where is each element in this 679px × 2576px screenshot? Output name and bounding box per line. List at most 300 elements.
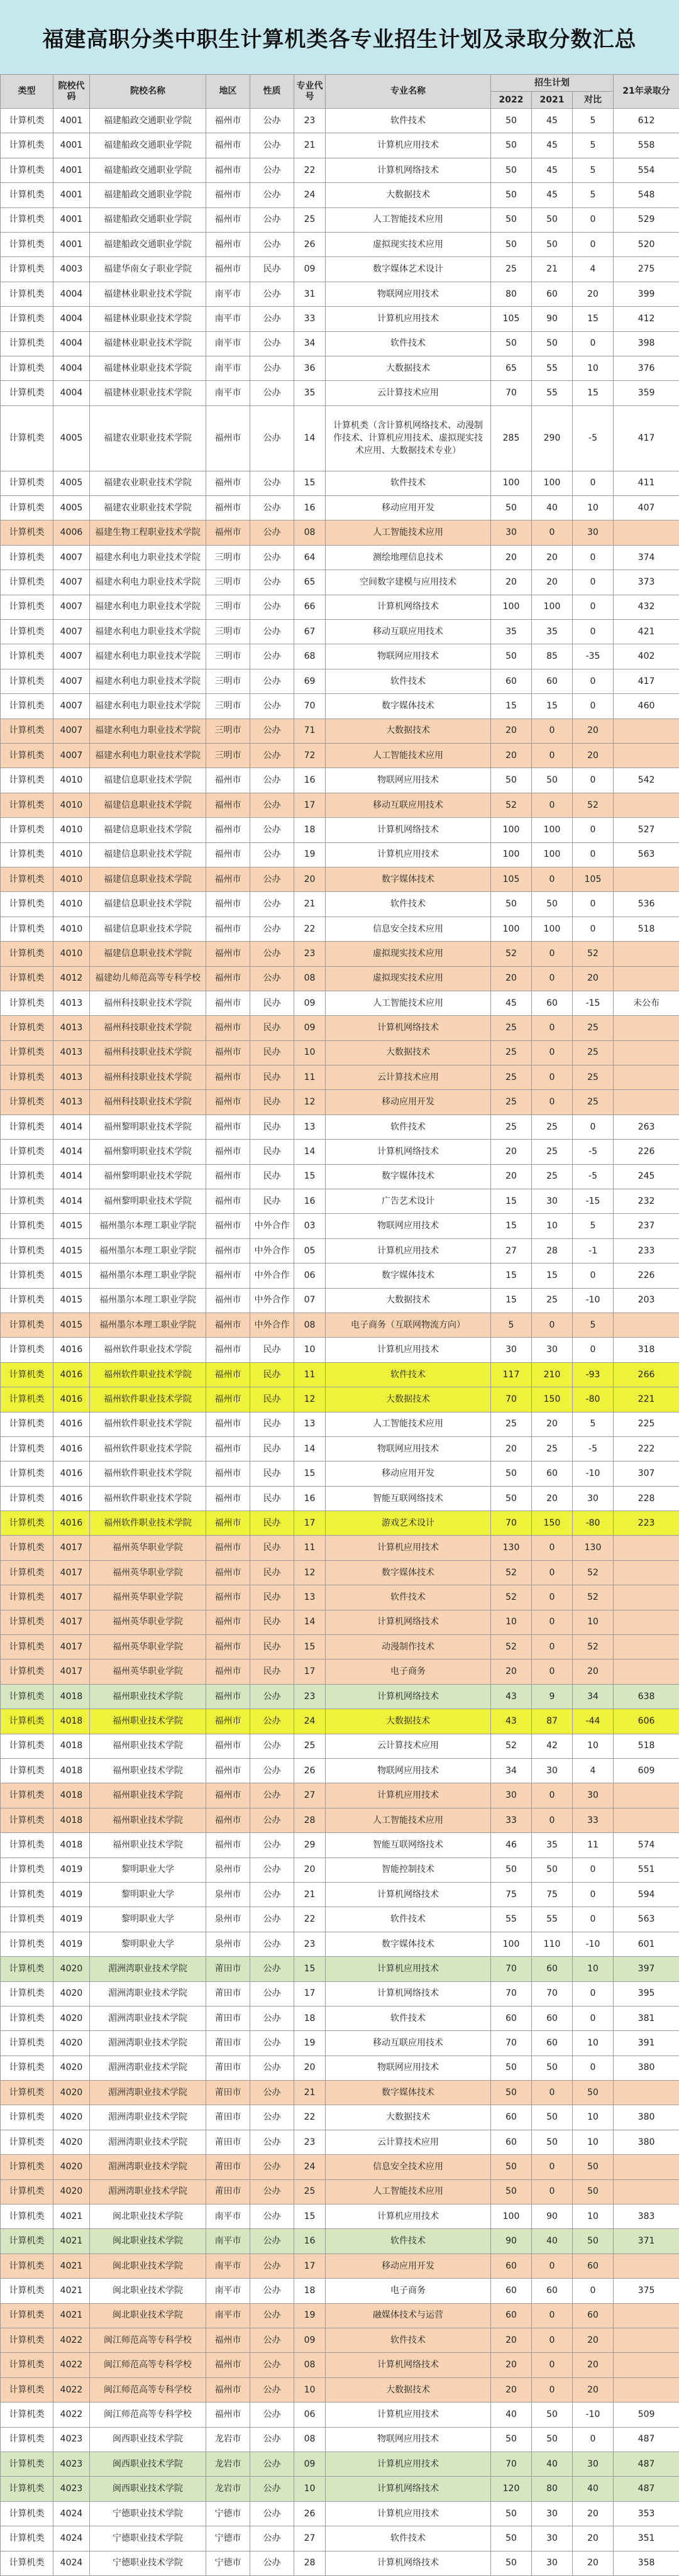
plan-2022-cell: 100 [491, 916, 532, 941]
score-cell: 421 [614, 620, 679, 644]
region-cell: 龙岩市 [206, 2477, 250, 2501]
plan-2022-cell: 15 [491, 1189, 532, 1214]
region-cell: 福州市 [206, 1610, 250, 1634]
nature-cell: 公办 [250, 1833, 294, 1858]
code-cell: 4020 [53, 1981, 90, 2006]
major-cell: 物联网应用技术 [326, 282, 491, 306]
score-cell: 412 [614, 307, 679, 331]
major-cell: 物联网应用技术 [326, 644, 491, 669]
plan-2022-cell: 100 [491, 842, 532, 867]
table-row [1, 942, 679, 966]
table-row [1, 307, 679, 331]
plan-2021-cell: 60 [532, 669, 573, 693]
plan-2021-cell: 0 [532, 2179, 573, 2204]
school-cell: 湄洲湾职业技术学院 [90, 2105, 206, 2130]
score-cell [614, 1313, 679, 1337]
major-code-cell: 09 [294, 257, 326, 282]
code-cell: 4019 [53, 1932, 90, 1956]
major-cell: 数字媒体技术 [326, 694, 491, 718]
region-cell: 福州市 [206, 1560, 250, 1585]
plan-2022-cell: 25 [491, 1040, 532, 1065]
region-cell: 福州市 [206, 1759, 250, 1783]
type-cell: 计算机类 [1, 793, 53, 817]
major-code-cell: 14 [294, 1436, 326, 1461]
school-cell: 闽江师范高等专科学校 [90, 2353, 206, 2377]
type-cell: 计算机类 [1, 1313, 53, 1337]
plan-2021-cell: 50 [532, 2130, 573, 2154]
plan-2022-cell: 50 [491, 768, 532, 793]
type-cell: 计算机类 [1, 356, 53, 380]
major-cell: 虚拟现实技术应用 [326, 232, 491, 256]
plan-2021-cell: 80 [532, 2477, 573, 2501]
plan-2021-cell: 0 [532, 1635, 573, 1660]
major-code-cell: 10 [294, 1040, 326, 1065]
score-cell: 529 [614, 207, 679, 232]
code-cell: 4016 [53, 1486, 90, 1511]
table-row [1, 743, 679, 768]
region-cell: 南平市 [206, 2254, 250, 2278]
nature-cell: 民办 [250, 1065, 294, 1090]
school-cell: 福建水利电力职业技术学院 [90, 570, 206, 595]
major-cell: 软件技术 [326, 109, 491, 133]
plan-2021-cell: 30 [532, 1189, 573, 1214]
header-diff: 对比 [573, 92, 614, 109]
major-cell: 计算机应用技术 [326, 2204, 491, 2229]
region-cell: 福州市 [206, 892, 250, 916]
table-row [1, 1734, 679, 1758]
nature-cell: 公办 [250, 2056, 294, 2080]
region-cell: 三明市 [206, 644, 250, 669]
plan-2022-cell: 52 [491, 942, 532, 966]
school-cell: 福建水利电力职业技术学院 [90, 743, 206, 768]
major-code-cell: 15 [294, 2204, 326, 2229]
score-cell [614, 1585, 679, 1610]
score-cell: 353 [614, 2501, 679, 2526]
plan-2022-cell: 15 [491, 1288, 532, 1313]
major-code-cell: 24 [294, 183, 326, 207]
plan-2021-cell: 20 [532, 1412, 573, 1436]
diff-cell: 30 [573, 2452, 614, 2476]
diff-cell: 0 [573, 916, 614, 941]
major-cell: 软件技术 [326, 1585, 491, 1610]
code-cell: 4010 [53, 818, 90, 842]
nature-cell: 公办 [250, 768, 294, 793]
plan-2021-cell: 50 [532, 768, 573, 793]
region-cell: 福州市 [206, 1461, 250, 1486]
code-cell: 4001 [53, 133, 90, 158]
region-cell: 福州市 [206, 1263, 250, 1288]
table-row [1, 1684, 679, 1709]
plan-2022-cell: 20 [491, 2377, 532, 2402]
region-cell: 福州市 [206, 1016, 250, 1040]
score-cell: 226 [614, 1140, 679, 1164]
score-cell [614, 1065, 679, 1090]
plan-2022-cell: 52 [491, 1560, 532, 1585]
score-cell: 432 [614, 595, 679, 619]
diff-cell: 0 [573, 232, 614, 256]
table-row [1, 669, 679, 693]
major-cell: 融媒体技术与运营 [326, 2303, 491, 2328]
score-cell: 574 [614, 1833, 679, 1858]
table-row [1, 1709, 679, 1734]
plan-2021-cell: 90 [532, 2204, 573, 2229]
score-cell: 391 [614, 2031, 679, 2056]
code-cell: 4018 [53, 1783, 90, 1808]
plan-2021-cell: 55 [532, 1907, 573, 1932]
school-cell: 福州职业技术学院 [90, 1709, 206, 1734]
school-cell: 福州软件职业技术学院 [90, 1486, 206, 1511]
score-cell: 594 [614, 1882, 679, 1907]
plan-2021-cell: 20 [532, 570, 573, 595]
code-cell: 4004 [53, 282, 90, 306]
plan-2022-cell: 52 [491, 1585, 532, 1610]
plan-2022-cell: 25 [491, 1412, 532, 1436]
region-cell: 福州市 [206, 471, 250, 495]
score-cell: 226 [614, 1263, 679, 1288]
code-cell: 4007 [53, 694, 90, 718]
plan-2022-cell: 15 [491, 1214, 532, 1238]
plan-2022-cell: 60 [491, 2254, 532, 2278]
school-cell: 福建船政交通职业学院 [90, 133, 206, 158]
table-row [1, 1957, 679, 1981]
score-cell [614, 942, 679, 966]
nature-cell: 公办 [250, 892, 294, 916]
type-cell: 计算机类 [1, 1016, 53, 1040]
plan-2021-cell: 70 [532, 1981, 573, 2006]
plan-2022-cell: 50 [491, 109, 532, 133]
plan-2021-cell: 50 [532, 207, 573, 232]
score-cell [614, 2155, 679, 2179]
code-cell: 4018 [53, 1759, 90, 1783]
table-row [1, 1387, 679, 1412]
plan-2022-cell: 50 [491, 2179, 532, 2204]
score-cell: 606 [614, 1709, 679, 1734]
header-nature: 性质 [250, 75, 294, 109]
major-code-cell: 09 [294, 991, 326, 1015]
major-cell: 智能互联网络技术 [326, 1833, 491, 1858]
code-cell: 4021 [53, 2303, 90, 2328]
major-cell: 数字媒体技术 [326, 1560, 491, 1585]
type-cell: 计算机类 [1, 966, 53, 991]
diff-cell: 0 [573, 1115, 614, 1139]
score-cell: 380 [614, 2056, 679, 2080]
plan-2021-cell: 20 [532, 545, 573, 570]
major-cell: 信息安全技术应用 [326, 916, 491, 941]
table-row [1, 1238, 679, 1263]
diff-cell: 50 [573, 2081, 614, 2105]
major-cell: 动漫制作技术 [326, 1635, 491, 1660]
region-cell: 福州市 [206, 1436, 250, 1461]
table-row [1, 109, 679, 133]
region-cell: 三明市 [206, 743, 250, 768]
nature-cell: 公办 [250, 595, 294, 619]
nature-cell: 公办 [250, 109, 294, 133]
type-cell: 计算机类 [1, 595, 53, 619]
plan-2021-cell: 45 [532, 133, 573, 158]
table-row [1, 1362, 679, 1387]
score-cell: 380 [614, 2105, 679, 2130]
major-cell: 云计算技术应用 [326, 1734, 491, 1758]
school-cell: 福州英华职业学院 [90, 1585, 206, 1610]
region-cell: 福州市 [206, 1684, 250, 1709]
region-cell: 三明市 [206, 669, 250, 693]
type-cell: 计算机类 [1, 842, 53, 867]
code-cell: 4014 [53, 1164, 90, 1189]
nature-cell: 公办 [250, 496, 294, 520]
score-cell: 417 [614, 405, 679, 471]
school-cell: 福建船政交通职业学院 [90, 183, 206, 207]
type-cell: 计算机类 [1, 1709, 53, 1734]
plan-2022-cell: 60 [491, 2130, 532, 2154]
plan-2022-cell: 100 [491, 1932, 532, 1956]
nature-cell: 公办 [250, 2155, 294, 2179]
major-cell: 智能控制技术 [326, 1858, 491, 1882]
nature-cell: 公办 [250, 207, 294, 232]
plan-2021-cell: 60 [532, 282, 573, 306]
diff-cell: 0 [573, 595, 614, 619]
major-cell: 大数据技术 [326, 356, 491, 380]
score-cell: 375 [614, 2279, 679, 2303]
plan-2022-cell: 60 [491, 669, 532, 693]
nature-cell: 公办 [250, 183, 294, 207]
plan-2022-cell: 70 [491, 381, 532, 405]
type-cell: 计算机类 [1, 743, 53, 768]
school-cell: 福州墨尔本理工职业学院 [90, 1263, 206, 1288]
school-cell: 福州科技职业技术学院 [90, 1040, 206, 1065]
school-cell: 黎明职业大学 [90, 1932, 206, 1956]
region-cell: 福州市 [206, 1238, 250, 1263]
table-row [1, 2006, 679, 2030]
code-cell: 4004 [53, 331, 90, 356]
table-row [1, 2452, 679, 2476]
major-code-cell: 27 [294, 1783, 326, 1808]
header-plan: 招生计划 [491, 75, 614, 92]
table-row [1, 570, 679, 595]
plan-2021-cell: 0 [532, 520, 573, 545]
plan-2021-cell: 75 [532, 1882, 573, 1907]
major-code-cell: 22 [294, 916, 326, 941]
plan-2021-cell: 0 [532, 867, 573, 891]
table-row [1, 1981, 679, 2006]
score-cell: 509 [614, 2403, 679, 2427]
region-cell: 南平市 [206, 331, 250, 356]
diff-cell: 0 [573, 620, 614, 644]
score-cell: 221 [614, 1387, 679, 1412]
type-cell: 计算机类 [1, 207, 53, 232]
major-cell: 软件技术 [326, 2328, 491, 2352]
nature-cell: 公办 [250, 331, 294, 356]
major-code-cell: 23 [294, 1684, 326, 1709]
major-code-cell: 15 [294, 1164, 326, 1189]
nature-cell: 公办 [250, 2204, 294, 2229]
region-cell: 福州市 [206, 1808, 250, 1832]
diff-cell: 10 [573, 1957, 614, 1981]
major-cell: 数字媒体技术 [326, 1932, 491, 1956]
major-cell: 数字媒体技术 [326, 867, 491, 891]
plan-2021-cell: 0 [532, 2155, 573, 2179]
score-cell: 460 [614, 694, 679, 718]
code-cell: 4016 [53, 1387, 90, 1412]
type-cell: 计算机类 [1, 1536, 53, 1560]
code-cell: 4007 [53, 718, 90, 743]
table-row [1, 2056, 679, 2080]
plan-2022-cell: 50 [491, 1461, 532, 1486]
type-cell: 计算机类 [1, 1486, 53, 1511]
major-cell: 计算机应用技术 [326, 2403, 491, 2427]
score-cell [614, 1016, 679, 1040]
score-cell [614, 2353, 679, 2377]
nature-cell: 公办 [250, 545, 294, 570]
school-cell: 福建林业职业技术学院 [90, 356, 206, 380]
nature-cell: 公办 [250, 2328, 294, 2352]
nature-cell: 公办 [250, 818, 294, 842]
score-cell: 358 [614, 2551, 679, 2575]
diff-cell: 105 [573, 867, 614, 891]
school-cell: 福州软件职业技术学院 [90, 1436, 206, 1461]
score-cell: 527 [614, 818, 679, 842]
code-cell: 4015 [53, 1238, 90, 1263]
region-cell: 福州市 [206, 520, 250, 545]
region-cell: 莆田市 [206, 2179, 250, 2204]
code-cell: 4001 [53, 183, 90, 207]
plan-2022-cell: 80 [491, 282, 532, 306]
plan-2021-cell: 0 [532, 1783, 573, 1808]
major-cell: 移动应用开发 [326, 1461, 491, 1486]
school-cell: 福建信息职业技术学院 [90, 916, 206, 941]
region-cell: 龙岩市 [206, 2427, 250, 2452]
school-cell: 福建生物工程职业技术学院 [90, 520, 206, 545]
major-cell: 人工智能技术应用 [326, 1412, 491, 1436]
major-code-cell: 69 [294, 669, 326, 693]
score-cell [614, 520, 679, 545]
major-code-cell: 03 [294, 1214, 326, 1238]
table-row [1, 1486, 679, 1511]
type-cell: 计算机类 [1, 2377, 53, 2402]
major-cell: 计算机应用技术 [326, 2452, 491, 2476]
plan-2022-cell: 90 [491, 2229, 532, 2254]
nature-cell: 公办 [250, 1808, 294, 1832]
type-cell: 计算机类 [1, 1981, 53, 2006]
major-cell: 大数据技术 [326, 1709, 491, 1734]
code-cell: 4021 [53, 2229, 90, 2254]
school-cell: 湄洲湾职业技术学院 [90, 2056, 206, 2080]
region-cell: 福州市 [206, 1536, 250, 1560]
plan-2021-cell: 50 [532, 892, 573, 916]
table-row [1, 257, 679, 282]
diff-cell: -10 [573, 1932, 614, 1956]
region-cell: 南平市 [206, 356, 250, 380]
type-cell: 计算机类 [1, 1511, 53, 1536]
score-cell: 487 [614, 2452, 679, 2476]
nature-cell: 公办 [250, 793, 294, 817]
plan-2022-cell: 105 [491, 307, 532, 331]
code-cell: 4015 [53, 1288, 90, 1313]
school-cell: 福州职业技术学院 [90, 1783, 206, 1808]
type-cell: 计算机类 [1, 282, 53, 306]
diff-cell: 52 [573, 1560, 614, 1585]
plan-2021-cell: 50 [532, 331, 573, 356]
school-cell: 福州软件职业技术学院 [90, 1461, 206, 1486]
region-cell: 福州市 [206, 916, 250, 941]
code-cell: 4017 [53, 1536, 90, 1560]
type-cell: 计算机类 [1, 133, 53, 158]
region-cell: 福州市 [206, 942, 250, 966]
region-cell: 莆田市 [206, 2056, 250, 2080]
region-cell: 福州市 [206, 1090, 250, 1115]
nature-cell: 公办 [250, 2254, 294, 2278]
code-cell: 4022 [53, 2353, 90, 2377]
school-cell: 福建幼儿师范高等专科学校 [90, 966, 206, 991]
type-cell: 计算机类 [1, 2526, 53, 2551]
header-region: 地区 [206, 75, 250, 109]
code-cell: 4004 [53, 356, 90, 380]
major-cell: 计算机网络技术 [326, 1016, 491, 1040]
region-cell: 福州市 [206, 1412, 250, 1436]
major-cell: 软件技术 [326, 471, 491, 495]
table-row [1, 1040, 679, 1065]
table-row [1, 966, 679, 991]
school-cell: 闽北职业技术学院 [90, 2303, 206, 2328]
region-cell: 福州市 [206, 1288, 250, 1313]
table-row [1, 1214, 679, 1238]
plan-2021-cell: 100 [532, 818, 573, 842]
school-cell: 宁德职业技术学院 [90, 2526, 206, 2551]
school-cell: 湄洲湾职业技术学院 [90, 1981, 206, 2006]
table-row [1, 1338, 679, 1362]
region-cell: 南平市 [206, 2229, 250, 2254]
plan-2022-cell: 50 [491, 2501, 532, 2526]
plan-2022-cell: 20 [491, 1660, 532, 1684]
major-code-cell: 11 [294, 1536, 326, 1560]
major-cell: 软件技术 [326, 1115, 491, 1139]
nature-cell: 公办 [250, 2427, 294, 2452]
score-cell: 518 [614, 1734, 679, 1758]
header-2021: 2021 [532, 92, 573, 109]
score-cell: 232 [614, 1189, 679, 1214]
type-cell: 计算机类 [1, 892, 53, 916]
plan-2021-cell: 0 [532, 1536, 573, 1560]
school-cell: 福建华南女子职业学院 [90, 257, 206, 282]
code-cell: 4016 [53, 1412, 90, 1436]
table-row [1, 1610, 679, 1634]
school-cell: 黎明职业大学 [90, 1858, 206, 1882]
type-cell: 计算机类 [1, 1585, 53, 1610]
diff-cell: 11 [573, 1833, 614, 1858]
diff-cell: 0 [573, 2279, 614, 2303]
code-cell: 4001 [53, 158, 90, 182]
major-code-cell: 24 [294, 1709, 326, 1734]
nature-cell: 公办 [250, 133, 294, 158]
plan-2022-cell: 70 [491, 1511, 532, 1536]
table-row [1, 2254, 679, 2278]
major-code-cell: 70 [294, 694, 326, 718]
plan-2022-cell: 33 [491, 1808, 532, 1832]
type-cell: 计算机类 [1, 1783, 53, 1808]
plan-2022-cell: 70 [491, 1387, 532, 1412]
table-row [1, 1164, 679, 1189]
region-cell: 福州市 [206, 867, 250, 891]
nature-cell: 公办 [250, 2279, 294, 2303]
major-cell: 人工智能技术应用 [326, 520, 491, 545]
major-cell: 计算机应用技术 [326, 1338, 491, 1362]
type-cell: 计算机类 [1, 942, 53, 966]
plan-2021-cell: 0 [532, 1065, 573, 1090]
school-cell: 福州英华职业学院 [90, 1560, 206, 1585]
school-cell: 福建水利电力职业技术学院 [90, 718, 206, 743]
major-code-cell: 15 [294, 1957, 326, 1981]
type-cell: 计算机类 [1, 1759, 53, 1783]
type-cell: 计算机类 [1, 2254, 53, 2278]
